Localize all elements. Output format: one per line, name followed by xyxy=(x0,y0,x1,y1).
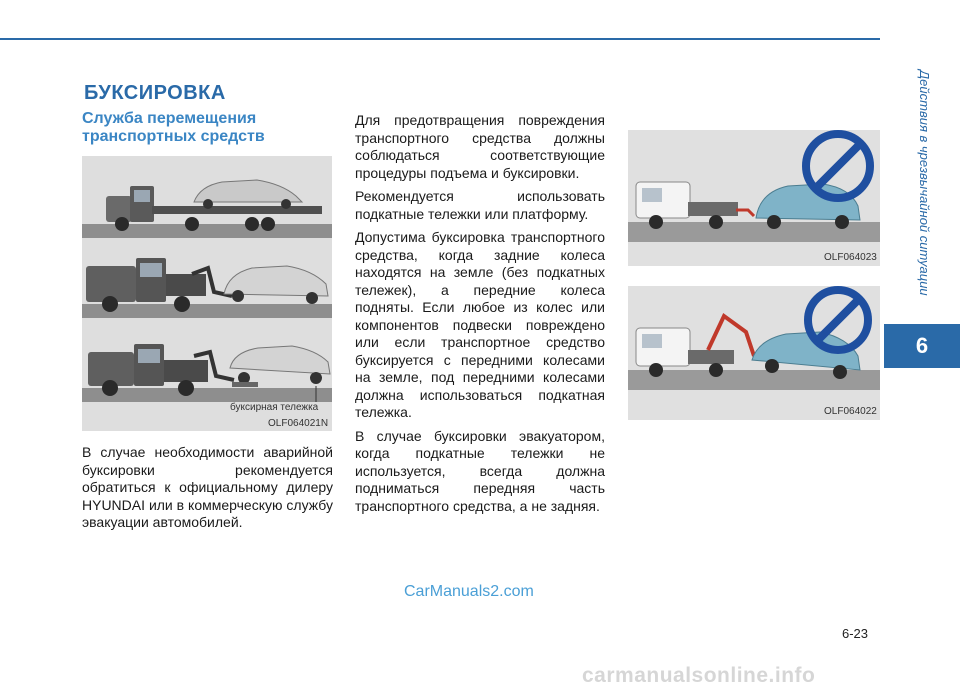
section-title: БУКСИРОВКА xyxy=(84,82,226,104)
chapter-number-badge: 6 xyxy=(884,324,960,368)
site-mark: carmanualsonline.info xyxy=(582,664,816,687)
subsection-title: Служба перемещения транспортных средств xyxy=(82,110,265,145)
prohibited-tow-figure-1 xyxy=(628,130,880,266)
figure-caption-right-2: OLF064022 xyxy=(824,406,877,417)
road-2 xyxy=(82,304,332,318)
header-rule xyxy=(0,38,880,40)
dolly-label: буксирная тележка xyxy=(230,402,319,413)
towing-methods-figure xyxy=(82,156,332,431)
road-3 xyxy=(82,388,332,402)
paragraph-2: Рекомендуется использовать подкатные тележки или платформу. xyxy=(355,188,605,222)
figure-caption-left: OLF064021N xyxy=(268,418,329,429)
figure-caption-right-1: OLF064023 xyxy=(824,252,877,263)
left-paragraph: В случае необходимости аварийной буксировки рекомендуется обратиться к официальному дилеру HYUNDAI или в коммерческую службу эвакуации автомобилей. xyxy=(82,444,333,530)
middle-text xyxy=(355,112,605,521)
prohibited-tow-figure-2 xyxy=(628,286,880,420)
watermark-link[interactable]: CarManuals2.com xyxy=(404,583,534,600)
paragraph-4: В случае буксировки эвакуатором, когда подкатные тележки не используется, всегда должна подниматься передняя часть транспортного средства, а не задняя. xyxy=(355,427,605,514)
chapter-label: Действия в чрезвычайной ситуации xyxy=(917,70,932,296)
page-number: 6-23 xyxy=(842,626,869,641)
paragraph-1: Для предотвращения повреждения транспортного средства должны соблюдаться соответствующие процедуры подъема и буксировки. xyxy=(355,112,605,181)
paragraph-3: Допустима буксировка транспортного средства, когда задние колеса находятся на земле (без подкатных тележек), а передние колеса подняты. Если любое из колес или компонентов подвески повреждено или если транспортное средство буксируется с передними колесами на земле, под передними колесами должна использоваться подкатная тележка. xyxy=(355,229,605,420)
